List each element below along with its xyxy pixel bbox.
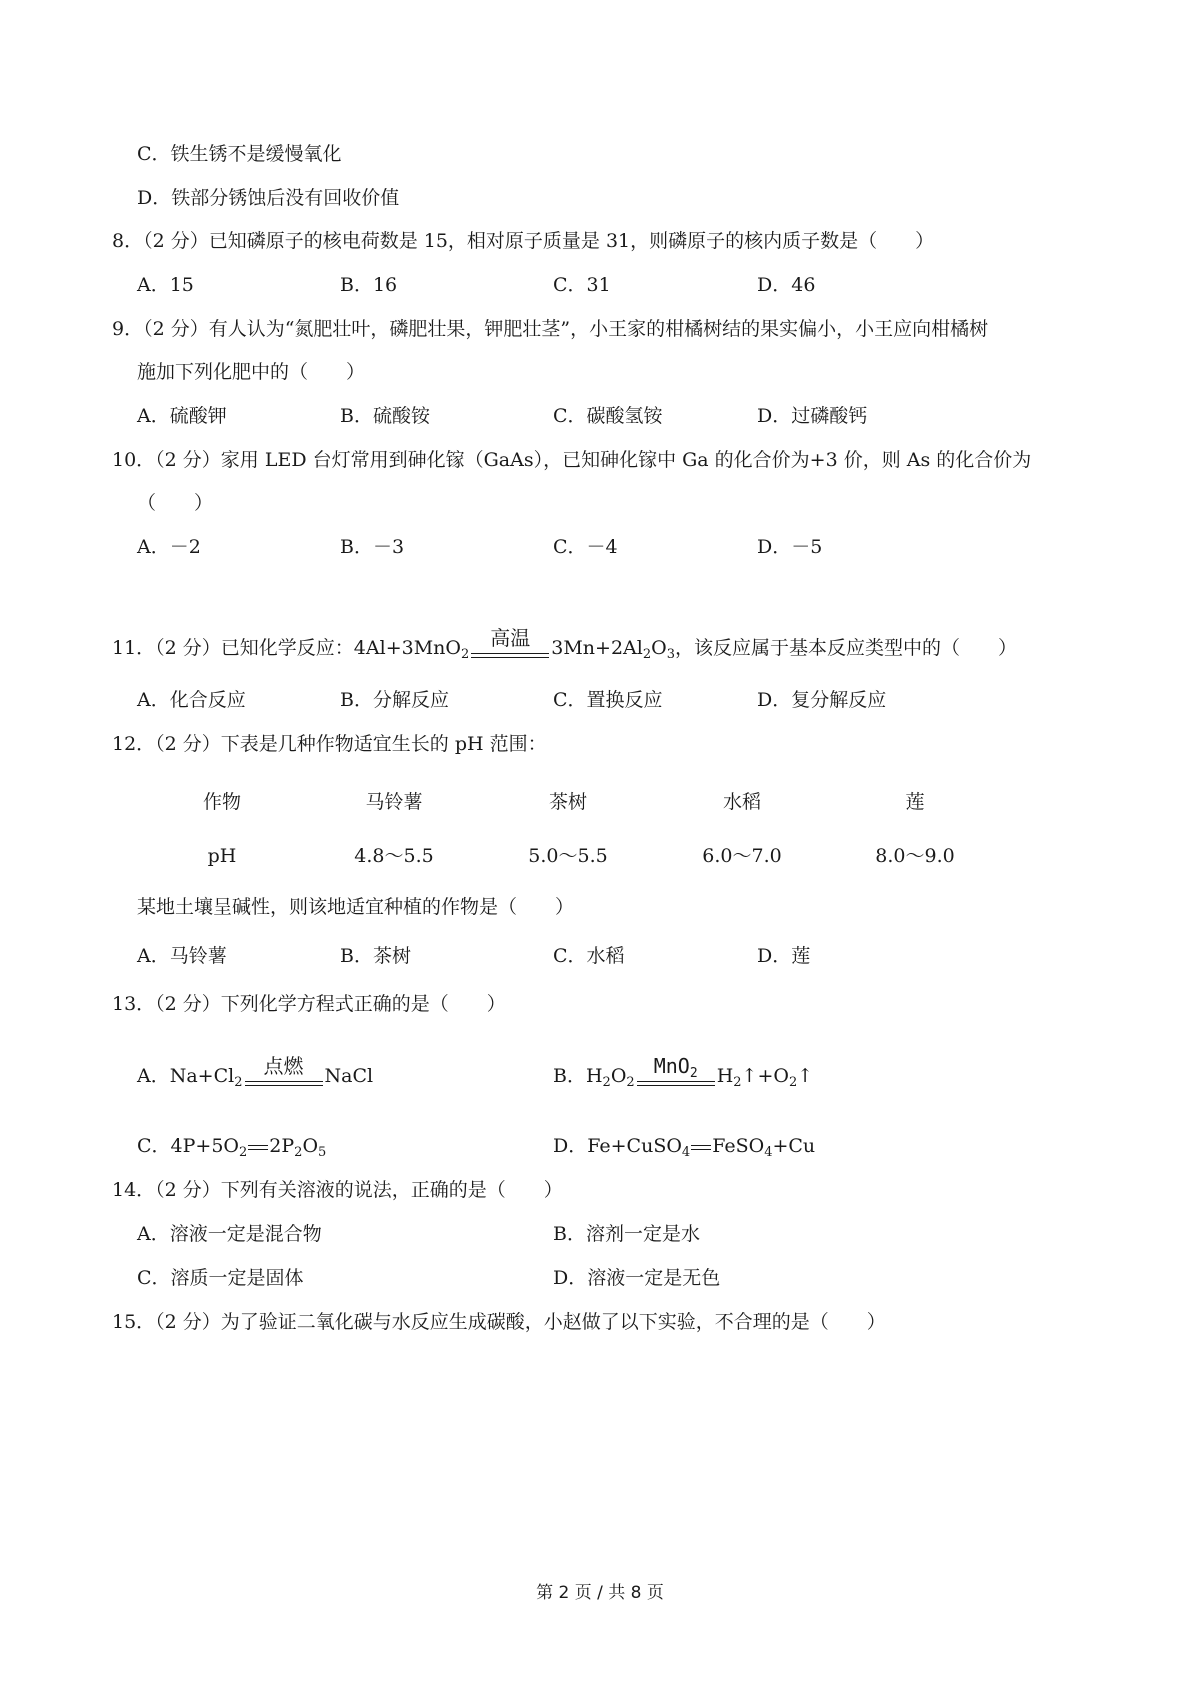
table-ph-1: 4.8～5.5: [354, 845, 434, 867]
q10-option-d: D．－5: [757, 536, 823, 558]
q11-condition: 高温: [490, 626, 531, 650]
table-crop-4: 莲: [905, 791, 925, 813]
q15-stem: 15．（2 分）为了验证二氧化碳与水反应生成碳酸，小赵做了以下实验，不合理的是（ ）: [112, 1311, 886, 1333]
q13b-condition-equals: [635, 1054, 717, 1090]
q11-condition-equals: [469, 626, 551, 662]
table-crop-3: 水稻: [722, 791, 761, 813]
q12-option-a: A．马铃薯: [137, 945, 227, 967]
page-number-footer: 第 2 页 / 共 8 页: [536, 1583, 664, 1603]
q8-option-a: A．15: [137, 274, 194, 296]
q8-option-c: C．31: [553, 274, 611, 296]
q10-stem-line1: 10．（2 分）家用 LED 台灯常用到砷化镓（GaAs），已知砷化镓中 Ga 的化合价为+3 价，则 As 的化合价为: [112, 449, 1032, 471]
q12-option-b: B．茶树: [340, 945, 411, 967]
q11-option-a: A．化合反应: [137, 689, 246, 711]
q8-option-b: B．16: [340, 274, 398, 296]
q10-stem-line2: （ ）: [137, 492, 214, 514]
q11-reactants: 11．（2 分）已知化学反应：4Al+3MnO: [112, 637, 461, 659]
q12-option-c: C．水稻: [553, 945, 625, 967]
q14-stem: 14．（2 分）下列有关溶液的说法，正确的是（ ）: [112, 1179, 563, 1201]
table-crop-2: 茶树: [548, 791, 587, 813]
q13-option-a: A．$Na+Cl_2$ 点燃 NaCl: [137, 1054, 374, 1090]
q11-option-b: B．分解反应: [340, 689, 449, 711]
q9-stem-line2: 施加下列化肥中的（ ）: [137, 361, 366, 383]
q13b-condition: MnO$_2$: [653, 1054, 698, 1081]
q13a-condition-equals: [243, 1054, 325, 1090]
table-ph-4: 8.0～9.0: [875, 845, 955, 867]
table-header-ph: pH: [207, 845, 237, 867]
q9-option-c: C．碳酸氢铵: [553, 405, 663, 427]
q14-option-b: B．溶剂一定是水: [553, 1223, 700, 1245]
table-ph-3: 6.0～7.0: [702, 845, 782, 867]
table-crop-1: 马铃薯: [365, 791, 423, 813]
q12-question: 某地土壤呈碱性，则该地适宜种植的作物是（ ）: [137, 896, 575, 918]
q13-option-c: C．$4P+5O_2$ $2P_2O_5$: [137, 1135, 327, 1160]
q7-option-d: D．铁部分锈蚀后没有回收价值: [137, 187, 400, 209]
q11-stem-suffix: ，该反应属于基本反应类型中的（ ）: [674, 637, 1017, 659]
q11-stem: 11．（2 分）已知化学反应：4Al+3MnO$_2$ 高温 $3Mn+2Al_2O_3$，该反应属于基本反应类型中的（ ）: [112, 626, 1017, 662]
q9-option-a: A．硫酸钾: [137, 405, 227, 427]
q11-products: 3Mn+2Al: [551, 637, 643, 659]
table-header-crop: 作物: [202, 791, 241, 813]
q9-option-b: B．硫酸铵: [340, 405, 430, 427]
q12-stem: 12．（2 分）下表是几种作物适宜生长的 pH 范围：: [112, 733, 547, 755]
q13a-condition: 点燃: [263, 1054, 304, 1078]
q9-option-d: D．过磷酸钙: [757, 405, 868, 427]
q10-option-a: A．－2: [137, 536, 201, 558]
q14-option-a: A．溶液一定是混合物: [137, 1223, 322, 1245]
q8-option-d: D．46: [757, 274, 816, 296]
q14-option-d: D．溶液一定是无色: [553, 1267, 721, 1289]
table-ph-2: 5.0～5.5: [528, 845, 608, 867]
q11-option-d: D．复分解反应: [757, 689, 887, 711]
q10-option-b: B．－3: [340, 536, 405, 558]
q12-option-d: D．莲: [757, 945, 811, 967]
q7-option-c: C．铁生锈不是缓慢氧化: [137, 143, 342, 165]
q9-stem-line1: 9．（2 分）有人认为“氮肥壮叶，磷肥壮果，钾肥壮茎”，小王家的柑橘树结的果实偏小，小王应向柑橘树: [112, 318, 989, 340]
q8-stem: 8．（2 分）已知磷原子的核电荷数是 15，相对原子质量是 31，则磷原子的核内质子数是（ ）: [112, 230, 935, 252]
q13-option-b: B．$H_2O_2$ MnO$_2$ $H_2↑+O_2↑$: [553, 1054, 814, 1090]
q14-option-c: C．溶质一定是固体: [137, 1267, 304, 1289]
q11-option-c: C．置换反应: [553, 689, 663, 711]
q13-option-d: D．Fe+CuSO$_4$ FeSO$_4$+Cu: [553, 1135, 816, 1160]
q10-option-c: C．－4: [553, 536, 618, 558]
q13-stem: 13．（2 分）下列化学方程式正确的是（ ）: [112, 993, 506, 1015]
